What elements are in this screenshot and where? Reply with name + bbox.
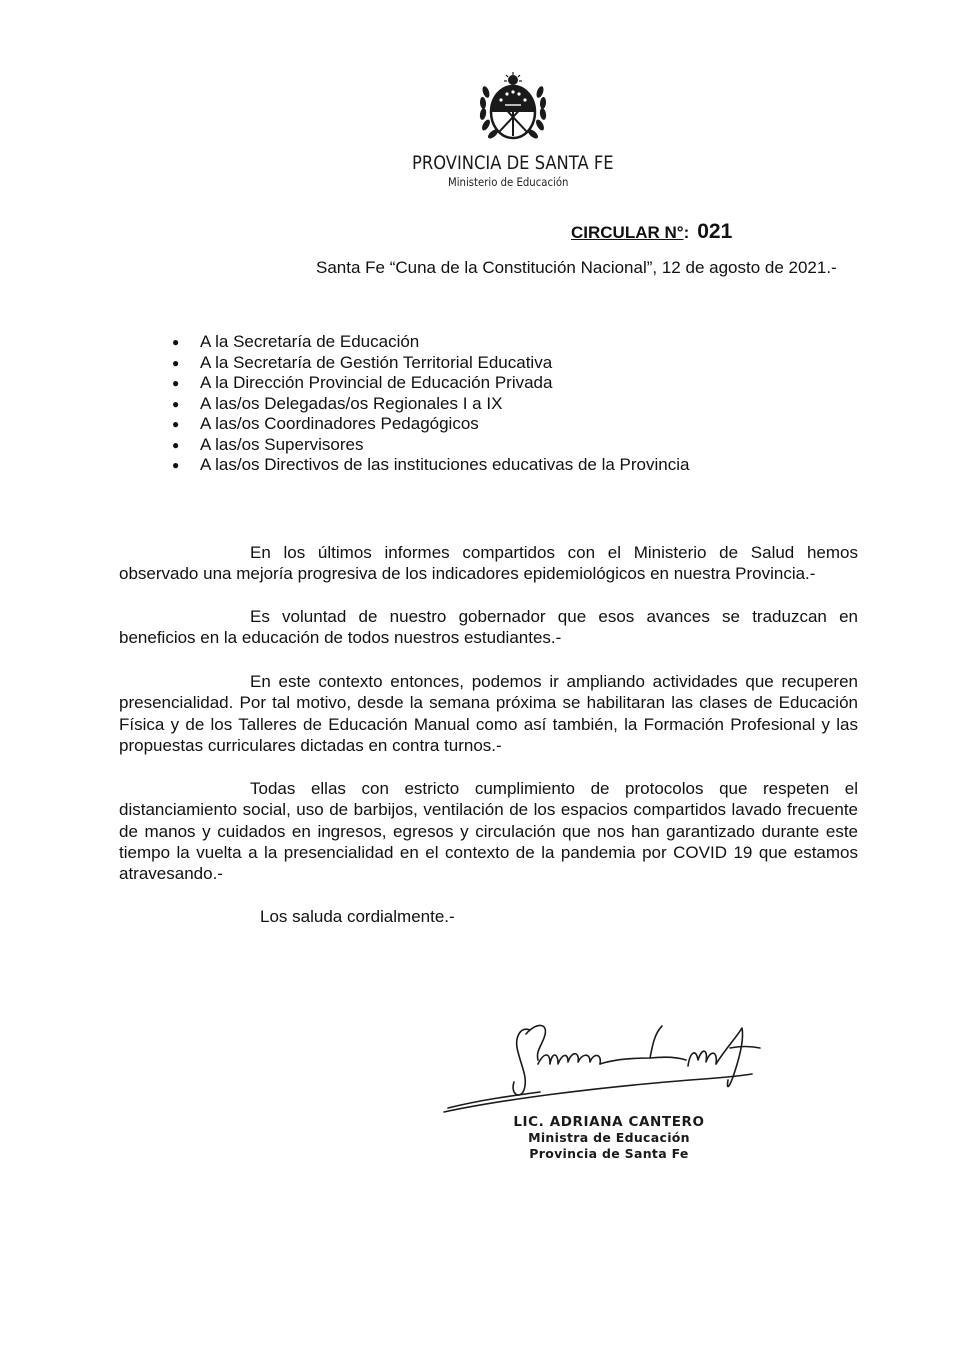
circular-number — [571, 220, 732, 244]
signatory-name: LIC. ADRIANA CANTERO — [513, 1114, 705, 1130]
list-item — [170, 332, 689, 353]
list-item — [170, 353, 689, 374]
body-paragraph-2: Es voluntad de nuestro gobernador que esos avances se traduzcan en beneficios en la educación de todos nuestros estudiantes.- — [119, 607, 858, 648]
coat-of-arms-icon — [477, 72, 549, 148]
bullet-icon: ● — [172, 396, 180, 411]
list-item — [170, 435, 689, 456]
bullet-icon: ● — [172, 376, 180, 390]
circular-number-value: 021 — [697, 220, 733, 243]
circular-colon: : — [683, 223, 690, 242]
body-paragraph-4: Todas ellas con estricto cumplimiento de protocolos que respeten el distanciamiento social, uso de barbijos, ventilación de los espacios compartidos lavado frecuente de manos y cuidados en ingresos, egresos y circulación que nos han garantizado durante este tiempo la vuelta a la presencialidad en el contexto de la pandemia por COVID 19 que estamos atravesando.- — [119, 779, 858, 884]
bullet-icon: ● — [172, 335, 180, 349]
closing-salutation: Los saluda cordialmente.- — [260, 907, 455, 926]
bullet-icon: ● — [172, 355, 180, 370]
org-subtitle: Ministerio de Educación — [448, 175, 569, 189]
list-item — [170, 455, 689, 476]
recipient-text: A las/os Coordinadores Pedagógicos — [200, 414, 479, 433]
bullet-icon: ● — [172, 417, 180, 431]
signatory-role: Ministra de Educación — [528, 1130, 690, 1145]
handwritten-signature — [440, 1008, 770, 1118]
signature-block — [500, 1114, 718, 1161]
recipient-text: A la Dirección Provincial de Educación Privada — [200, 373, 553, 392]
circular-label: CIRCULAR N° — [571, 223, 684, 242]
bullet-icon: ● — [172, 437, 180, 452]
recipients-list — [170, 332, 689, 476]
list-item — [170, 373, 689, 394]
recipient-text: A las/os Directivos de las instituciones educativas de la Provincia — [200, 455, 690, 474]
recipient-text: A la Secretaría de Gestión Territorial Educativa — [200, 352, 553, 372]
recipient-text: A las/os Delegadas/os Regionales I a IX — [200, 393, 503, 413]
body-paragraph-3: En este contexto entonces, podemos ir ampliando actividades que recuperen presencialidad. Por tal motivo, desde la semana próxima se habilitaran las clases de Educación Física y de los Talleres de Educación Manual como así también, la Formación Profesional y las propuestas curriculares dictadas en contra turnos.- — [119, 672, 858, 755]
list-item — [170, 394, 689, 415]
bullet-icon: ● — [172, 458, 180, 472]
recipient-text: A las/os Supervisores — [200, 434, 364, 454]
list-item — [170, 414, 689, 435]
body-paragraph-1: En los últimos informes compartidos con el Ministerio de Salud hemos observado una mejoría progresiva de los indicadores epidemiológicos en nuestra Provincia.- — [119, 543, 858, 584]
org-name: PROVINCIA DE SANTA FE — [412, 152, 614, 174]
signatory-org: Provincia de Santa Fe — [529, 1145, 689, 1161]
recipient-text: A la Secretaría de Educación — [200, 332, 420, 351]
date-line: Santa Fe “Cuna de la Constitución Nacional”, 12 de agosto de 2021.- — [316, 258, 837, 277]
